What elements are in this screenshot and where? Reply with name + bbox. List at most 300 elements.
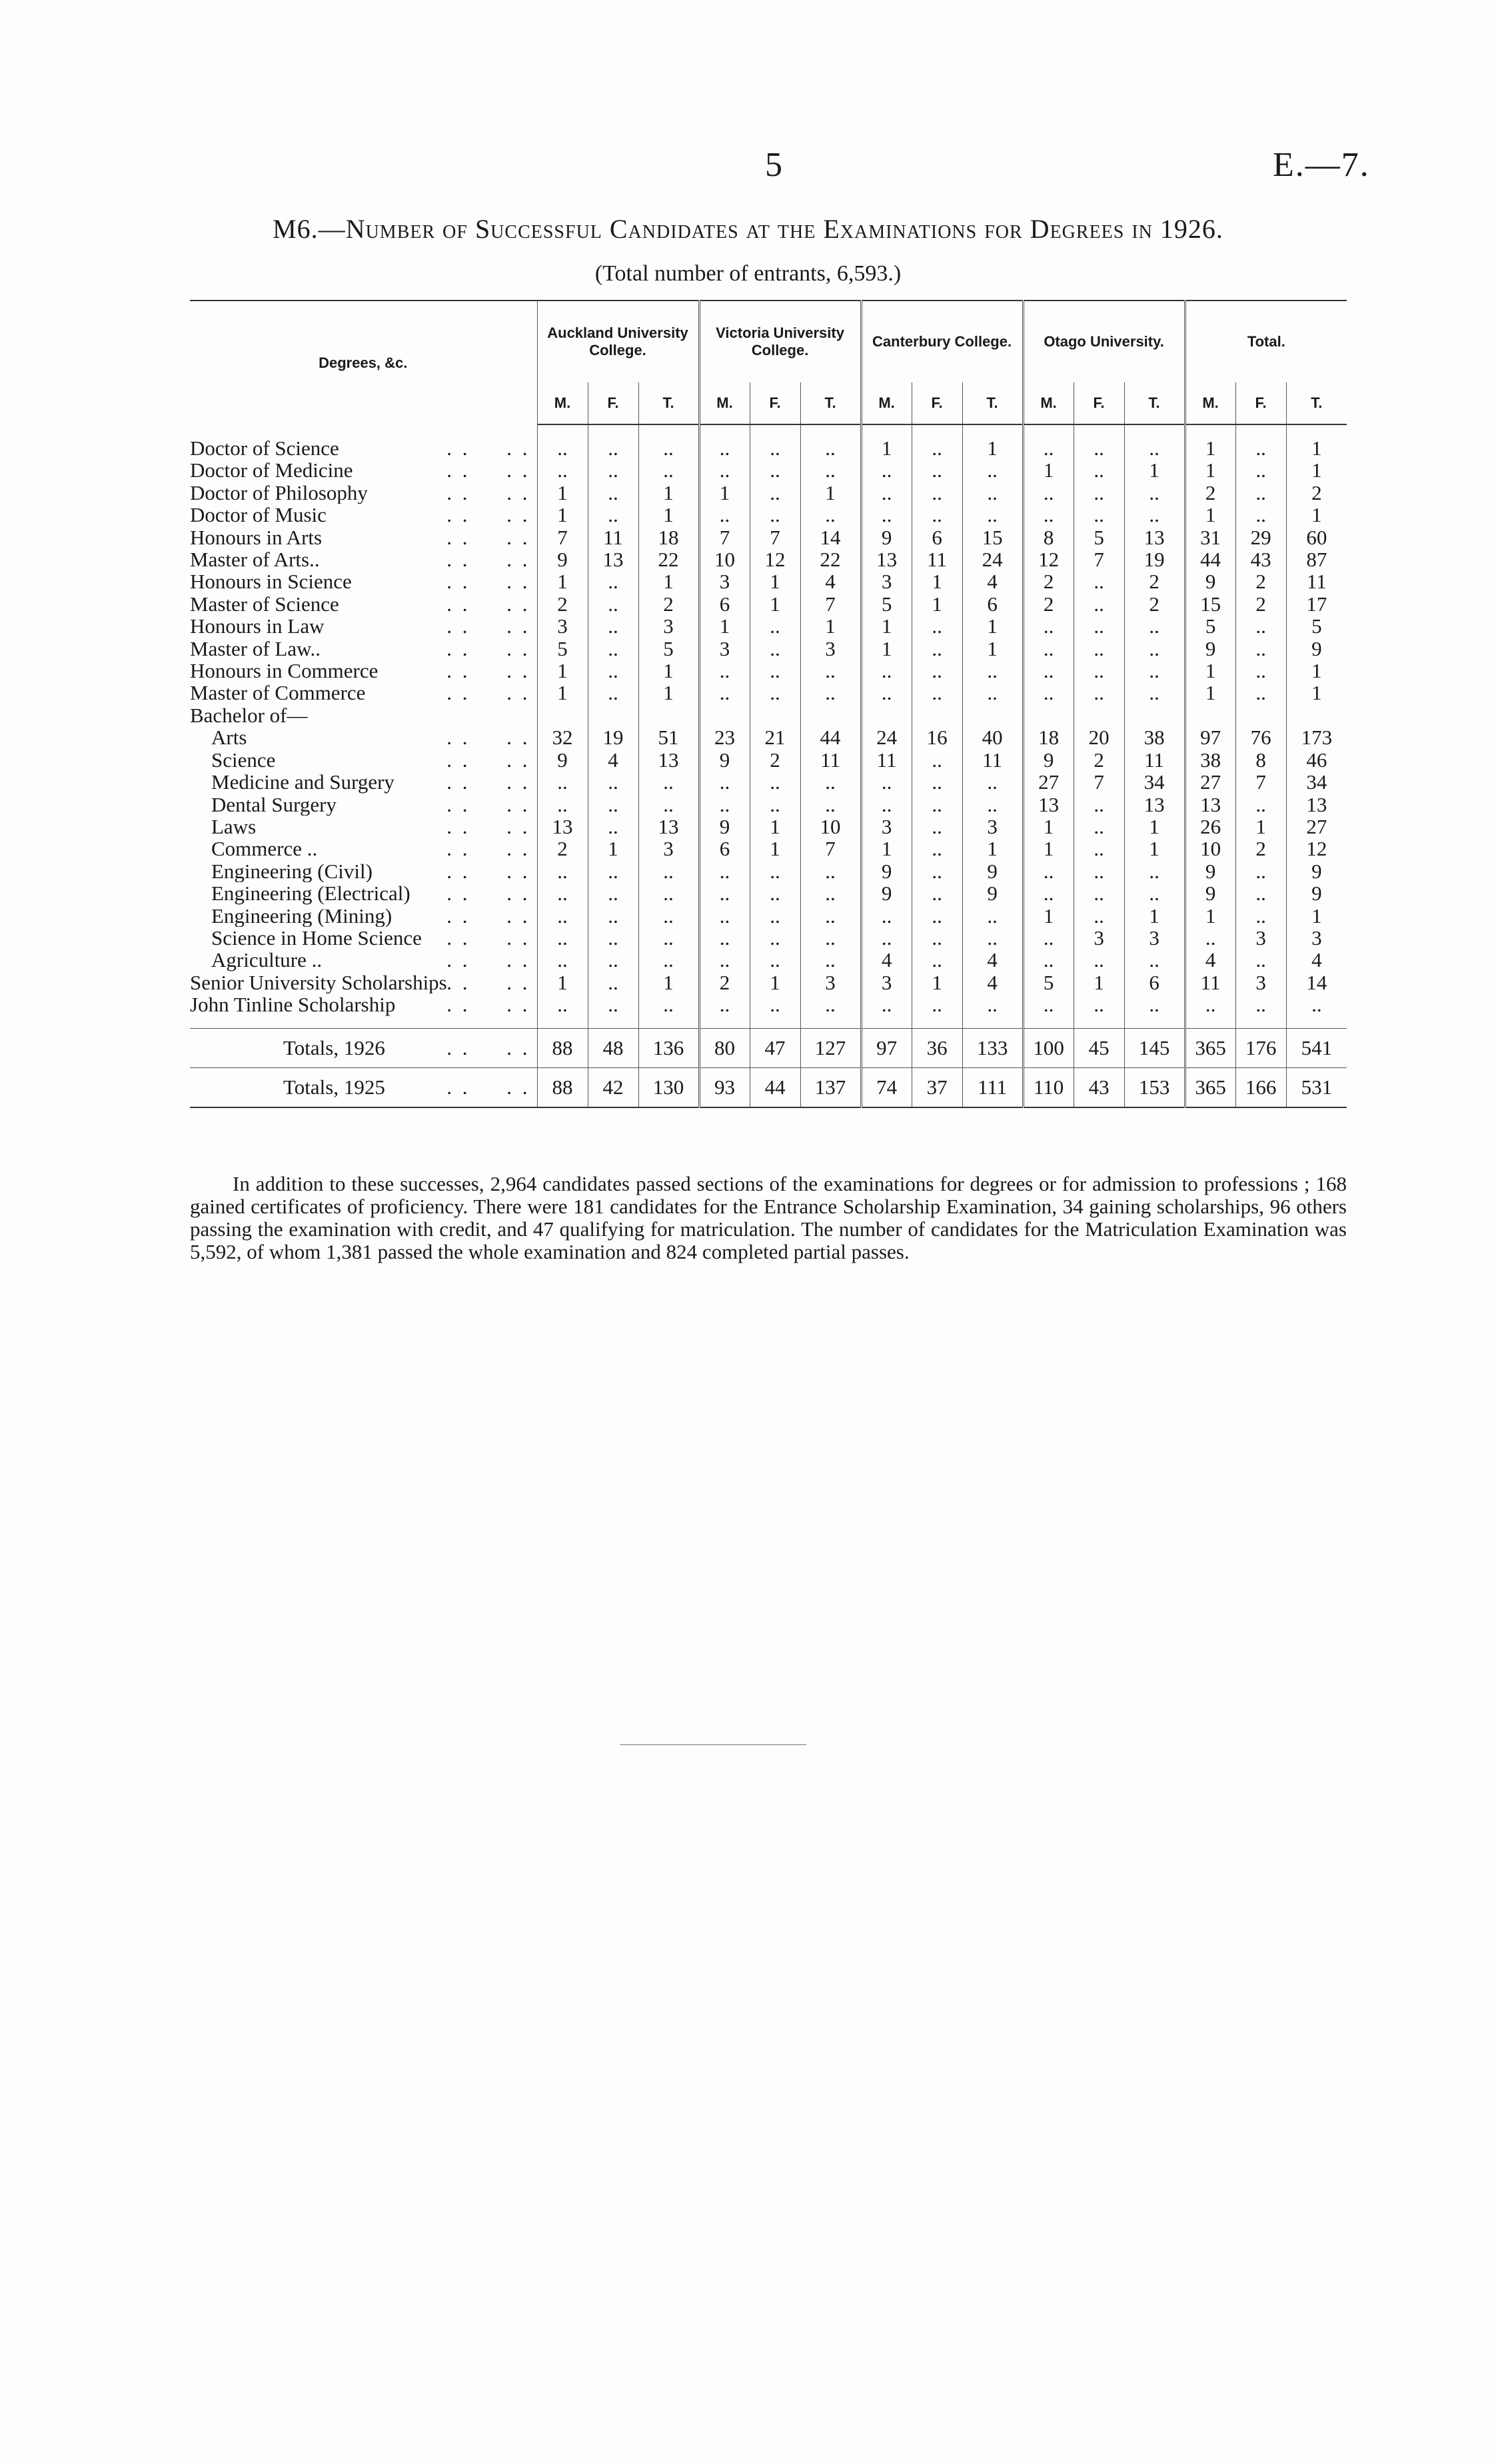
table-cell: .. xyxy=(750,615,800,637)
table-cell: 176 xyxy=(1235,1028,1286,1067)
table-cell: 2 xyxy=(1074,749,1124,771)
table-cell: 5 xyxy=(537,638,588,660)
table-cell: .. xyxy=(699,459,750,481)
table-cell: .. xyxy=(588,882,638,904)
table-cell: .. xyxy=(750,882,800,904)
row-label-text: Engineering (Civil) xyxy=(211,860,373,883)
table-cell: 44 xyxy=(1185,548,1235,570)
table-cell: 3 xyxy=(1235,971,1286,993)
table-cell: .. xyxy=(750,949,800,971)
subheader-t: T. xyxy=(638,382,699,424)
row-label: Engineering (Civil) . . . . xyxy=(211,860,530,883)
table-cell: 2 xyxy=(638,593,699,615)
table-cell: 6 xyxy=(699,593,750,615)
table-cell: .. xyxy=(588,993,638,1015)
table-cell xyxy=(1074,704,1124,726)
table-cell: .. xyxy=(588,660,638,682)
table-cell: 21 xyxy=(750,726,800,748)
row-label: Senior University Scholarships . . . . xyxy=(190,971,530,994)
row-label-text: Honours in Commerce xyxy=(190,660,378,682)
table-row xyxy=(190,548,1347,570)
row-label: Honours in Arts . . . . xyxy=(190,526,530,549)
table-cell: .. xyxy=(861,682,912,704)
table-cell: 1 xyxy=(537,504,588,526)
table-cell: 1 xyxy=(1023,838,1074,860)
table-cell: 9 xyxy=(861,882,912,904)
table-cell: 7 xyxy=(750,526,800,548)
table-cell: 15 xyxy=(1185,593,1235,615)
table-cell xyxy=(537,704,588,726)
table-cell: .. xyxy=(1074,682,1124,704)
table-cell: .. xyxy=(1074,905,1124,927)
table-cell: .. xyxy=(1074,816,1124,838)
table-cell: .. xyxy=(588,794,638,816)
table-row xyxy=(190,1028,1347,1067)
table-cell: .. xyxy=(638,459,699,481)
table-cell: .. xyxy=(800,771,861,793)
table-cell: 18 xyxy=(1023,726,1074,748)
table-cell: 9 xyxy=(699,816,750,838)
table-cell: .. xyxy=(750,459,800,481)
table-cell: 11 xyxy=(1286,570,1347,592)
table-cell: 45 xyxy=(1074,1028,1124,1067)
spacer-row xyxy=(190,424,1347,437)
table-cell: .. xyxy=(750,771,800,793)
table-cell: 3 xyxy=(537,615,588,637)
subheader-t: T. xyxy=(800,382,861,424)
row-label: Doctor of Philosophy . . . . xyxy=(190,481,530,504)
table-cell: 1 xyxy=(638,682,699,704)
row-label-text: Senior University Scholarships xyxy=(190,971,447,994)
row-label: Science in Home Science . . . . xyxy=(211,926,530,949)
table-cell: 1 xyxy=(537,971,588,993)
table-row xyxy=(190,504,1347,526)
table-cell: .. xyxy=(800,682,861,704)
table-cell: 3 xyxy=(1074,927,1124,949)
table-cell: .. xyxy=(537,993,588,1015)
row-label: Arts . . . . xyxy=(211,726,530,749)
table-cell: .. xyxy=(800,860,861,882)
degrees-header: Degrees, &c. xyxy=(190,301,537,424)
table-cell: 9 xyxy=(699,749,750,771)
table-cell: .. xyxy=(912,437,962,459)
table-cell: 4 xyxy=(861,949,912,971)
row-label: John Tinline Scholarship . . . . xyxy=(190,993,530,1016)
row-label: Agriculture .. . . . . xyxy=(211,949,530,971)
table-cell: .. xyxy=(1023,927,1074,949)
row-label: Dental Surgery . . . . xyxy=(211,793,530,816)
table-cell: 40 xyxy=(962,726,1023,748)
table-row xyxy=(190,437,1347,459)
table-cell: 133 xyxy=(962,1028,1023,1067)
table-cell: .. xyxy=(1124,860,1185,882)
table-cell: .. xyxy=(588,437,638,459)
table-cell: .. xyxy=(638,882,699,904)
table-cell: 48 xyxy=(588,1028,638,1067)
table-row xyxy=(190,794,1347,816)
table-cell: .. xyxy=(1235,437,1286,459)
table-cell: 18 xyxy=(638,526,699,548)
table-cell: 9 xyxy=(1286,860,1347,882)
table-cell: .. xyxy=(1074,638,1124,660)
table-cell: .. xyxy=(912,816,962,838)
table-cell: 4 xyxy=(1286,949,1347,971)
row-label: Commerce .. . . . . xyxy=(211,838,530,860)
table-row xyxy=(190,993,1347,1015)
table-cell: 36 xyxy=(912,1028,962,1067)
table-cell: 1 xyxy=(861,615,912,637)
table-cell: 24 xyxy=(962,548,1023,570)
row-label-text: Engineering (Electrical) xyxy=(211,882,410,905)
subheader-m: M. xyxy=(1023,382,1074,424)
table-cell: 9 xyxy=(962,882,1023,904)
row-label-text: Totals, 1926 xyxy=(283,1035,385,1059)
table-cell: 1 xyxy=(1286,459,1347,481)
table-cell: 1 xyxy=(638,504,699,526)
table-row xyxy=(190,927,1347,949)
table-cell: 4 xyxy=(962,971,1023,993)
table-cell: .. xyxy=(1074,504,1124,526)
table-cell: 1 xyxy=(861,838,912,860)
table-cell: 4 xyxy=(588,749,638,771)
table-cell: 13 xyxy=(1124,526,1185,548)
table-cell: 1 xyxy=(750,816,800,838)
table-cell: 100 xyxy=(1023,1028,1074,1067)
table-cell: .. xyxy=(537,905,588,927)
row-label: Master of Commerce . . . . xyxy=(190,682,530,704)
table-cell: .. xyxy=(962,660,1023,682)
table-cell: 7 xyxy=(800,593,861,615)
table-cell: .. xyxy=(588,593,638,615)
table-cell xyxy=(1286,704,1347,726)
table-cell: .. xyxy=(1023,993,1074,1015)
subheader-m: M. xyxy=(1185,382,1235,424)
table-row xyxy=(190,1067,1347,1107)
table-cell: 7 xyxy=(699,526,750,548)
table-cell xyxy=(588,704,638,726)
table-cell: 46 xyxy=(1286,749,1347,771)
table-cell: 2 xyxy=(1023,570,1074,592)
subheader-f: F. xyxy=(588,382,638,424)
table-cell: 3 xyxy=(800,971,861,993)
table-cell: .. xyxy=(638,993,699,1015)
table-row xyxy=(190,570,1347,592)
table-cell: .. xyxy=(1124,660,1185,682)
table-cell: .. xyxy=(1185,927,1235,949)
table-cell: 1 xyxy=(537,570,588,592)
table-cell: .. xyxy=(699,771,750,793)
table-cell: 6 xyxy=(699,838,750,860)
table-cell: 38 xyxy=(1185,749,1235,771)
table-row xyxy=(190,660,1347,682)
spacer-row xyxy=(190,1016,1347,1029)
table-cell: 1 xyxy=(537,660,588,682)
table-row xyxy=(190,949,1347,971)
table-cell: 16 xyxy=(912,726,962,748)
row-label: Totals, 1926 . . . . xyxy=(190,1028,537,1067)
table-cell: .. xyxy=(962,682,1023,704)
table-cell: 9 xyxy=(1185,882,1235,904)
table-cell: .. xyxy=(1023,437,1074,459)
table-cell: .. xyxy=(588,971,638,993)
table-cell: 7 xyxy=(1074,548,1124,570)
table-cell: .. xyxy=(1124,949,1185,971)
table-cell: .. xyxy=(1074,882,1124,904)
table-cell: .. xyxy=(912,682,962,704)
table-cell xyxy=(1235,704,1286,726)
table-cell: .. xyxy=(912,482,962,504)
table-cell: 44 xyxy=(800,726,861,748)
table-cell: .. xyxy=(750,482,800,504)
table-cell: 1 xyxy=(1286,437,1347,459)
table-cell: .. xyxy=(800,882,861,904)
table-cell: 13 xyxy=(861,548,912,570)
table-cell: .. xyxy=(1124,682,1185,704)
table-cell: 5 xyxy=(1023,971,1074,993)
table-cell: 14 xyxy=(800,526,861,548)
table-cell: 1 xyxy=(750,570,800,592)
table-cell: .. xyxy=(1074,593,1124,615)
table-cell: .. xyxy=(1124,615,1185,637)
table-cell: .. xyxy=(750,860,800,882)
table-cell: .. xyxy=(1023,660,1074,682)
row-label: Engineering (Electrical) . . . . xyxy=(211,882,530,905)
table-cell: 13 xyxy=(638,816,699,838)
row-label-text: Dental Surgery xyxy=(211,793,337,816)
table-cell: 137 xyxy=(800,1067,861,1107)
table-cell: .. xyxy=(537,927,588,949)
table-cell: .. xyxy=(588,504,638,526)
table-cell: .. xyxy=(750,905,800,927)
table-cell: 8 xyxy=(1235,749,1286,771)
table-cell: 13 xyxy=(638,749,699,771)
table-cell: 9 xyxy=(1185,570,1235,592)
table-cell: 7 xyxy=(800,838,861,860)
table-cell xyxy=(962,704,1023,726)
table-cell: .. xyxy=(537,860,588,882)
table-cell: 1 xyxy=(800,615,861,637)
table-cell: 43 xyxy=(1235,548,1286,570)
row-label-text: Commerce .. xyxy=(211,838,318,860)
table-cell: 1 xyxy=(912,971,962,993)
subheader-t: T. xyxy=(1286,382,1347,424)
subheader-t: T. xyxy=(1124,382,1185,424)
row-label-text: Doctor of Philosophy xyxy=(190,481,368,504)
table-cell: 2 xyxy=(537,593,588,615)
subheader-m: M. xyxy=(699,382,750,424)
table-cell: .. xyxy=(1074,615,1124,637)
table-cell: 1 xyxy=(861,638,912,660)
table-cell: 1 xyxy=(1124,838,1185,860)
table-cell: .. xyxy=(912,993,962,1015)
table-cell: .. xyxy=(588,570,638,592)
row-label: Medicine and Surgery . . . . xyxy=(211,771,530,794)
table-cell: 88 xyxy=(537,1067,588,1107)
table-cell: 1 xyxy=(861,437,912,459)
table-cell: .. xyxy=(861,504,912,526)
table-cell: 6 xyxy=(1124,971,1185,993)
table-cell xyxy=(638,704,699,726)
table-cell: .. xyxy=(861,927,912,949)
table-cell: 1 xyxy=(1124,905,1185,927)
table-cell: 4 xyxy=(1185,949,1235,971)
table-cell: 5 xyxy=(638,638,699,660)
table-cell: .. xyxy=(912,860,962,882)
table-cell: .. xyxy=(962,771,1023,793)
table-cell: .. xyxy=(1023,682,1074,704)
table-cell: 2 xyxy=(1235,838,1286,860)
table-row xyxy=(190,638,1347,660)
table-cell: 88 xyxy=(537,1028,588,1067)
row-label-text: Agriculture .. xyxy=(211,949,323,971)
table-cell: 24 xyxy=(861,726,912,748)
table-cell: 1 xyxy=(1235,816,1286,838)
table-cell: .. xyxy=(1235,949,1286,971)
row-label: Doctor of Medicine . . . . xyxy=(190,459,530,482)
table-cell: .. xyxy=(638,927,699,949)
table-cell: .. xyxy=(912,794,962,816)
table-cell: 2 xyxy=(1124,570,1185,592)
table-cell: 14 xyxy=(1286,971,1347,993)
table-cell: 5 xyxy=(1286,615,1347,637)
table-cell: .. xyxy=(699,437,750,459)
table-cell: 1 xyxy=(1185,682,1235,704)
table-cell: .. xyxy=(699,682,750,704)
subheader-f: F. xyxy=(750,382,800,424)
table-cell: 9 xyxy=(861,860,912,882)
table-cell: 3 xyxy=(861,971,912,993)
table-cell: 2 xyxy=(1235,570,1286,592)
table-cell: 32 xyxy=(537,726,588,748)
table-cell: 76 xyxy=(1235,726,1286,748)
table-cell: .. xyxy=(861,459,912,481)
table-cell: .. xyxy=(1023,615,1074,637)
subheader-f: F. xyxy=(1235,382,1286,424)
table-cell: 9 xyxy=(962,860,1023,882)
table-cell: .. xyxy=(750,927,800,949)
table-cell: .. xyxy=(912,905,962,927)
table-cell: 37 xyxy=(912,1067,962,1107)
table-cell: 4 xyxy=(962,570,1023,592)
table-cell: .. xyxy=(962,459,1023,481)
table-row xyxy=(190,615,1347,637)
table-cell: .. xyxy=(750,437,800,459)
row-label: Honours in Commerce . . . . xyxy=(190,660,530,682)
row-label: Master of Arts.. . . . . xyxy=(190,548,530,571)
table-cell: 6 xyxy=(912,526,962,548)
table-cell: 1 xyxy=(1023,459,1074,481)
group-header: Auckland University College. xyxy=(537,301,699,382)
row-label-text: Science in Home Science xyxy=(211,926,422,949)
table-cell: 23 xyxy=(699,726,750,748)
table-cell: 3 xyxy=(1235,927,1286,949)
table-cell: .. xyxy=(912,838,962,860)
page-number: 5 xyxy=(765,146,782,184)
table-cell: 3 xyxy=(638,615,699,637)
table-cell: 1 xyxy=(537,482,588,504)
row-label: Master of Science . . . . xyxy=(190,592,530,616)
table-cell: 2 xyxy=(1235,593,1286,615)
table-cell: 130 xyxy=(638,1067,699,1107)
table-cell: .. xyxy=(537,437,588,459)
subheader-f: F. xyxy=(1074,382,1124,424)
table-cell: 2 xyxy=(1023,593,1074,615)
table-cell: 2 xyxy=(750,749,800,771)
table-cell: .. xyxy=(912,749,962,771)
table-cell: 1 xyxy=(537,682,588,704)
table-cell: .. xyxy=(1074,570,1124,592)
table-cell: 10 xyxy=(1185,838,1235,860)
table-cell: .. xyxy=(962,905,1023,927)
table-cell: .. xyxy=(1074,794,1124,816)
table-cell: 12 xyxy=(1023,548,1074,570)
table-cell: 11 xyxy=(1185,971,1235,993)
row-label-text: Master of Science xyxy=(190,592,339,616)
table-row xyxy=(190,749,1347,771)
table-cell: .. xyxy=(588,615,638,637)
table-cell: .. xyxy=(912,504,962,526)
table-cell: .. xyxy=(1023,860,1074,882)
table-cell: .. xyxy=(861,482,912,504)
table-cell: 2 xyxy=(1286,482,1347,504)
group-header: Total. xyxy=(1185,301,1347,382)
table-row xyxy=(190,593,1347,615)
table-cell: .. xyxy=(912,660,962,682)
table-cell: 17 xyxy=(1286,593,1347,615)
table-cell: .. xyxy=(912,638,962,660)
table-cell: .. xyxy=(1023,504,1074,526)
table-cell: .. xyxy=(1124,504,1185,526)
notes-paragraph xyxy=(190,1173,1347,1263)
table-cell: .. xyxy=(1286,993,1347,1015)
table-row xyxy=(190,726,1347,748)
table-cell xyxy=(750,704,800,726)
table-cell: 43 xyxy=(1074,1067,1124,1107)
table-cell: 11 xyxy=(861,749,912,771)
table-cell: .. xyxy=(588,482,638,504)
table-cell: 13 xyxy=(537,816,588,838)
table-cell: 166 xyxy=(1235,1067,1286,1107)
table-cell: 13 xyxy=(588,548,638,570)
table-cell: 365 xyxy=(1185,1028,1235,1067)
table-row xyxy=(190,971,1347,993)
table-cell: .. xyxy=(699,794,750,816)
table-cell: .. xyxy=(537,459,588,481)
table-cell: 9 xyxy=(1286,882,1347,904)
table-cell: 27 xyxy=(1185,771,1235,793)
table-cell: .. xyxy=(537,794,588,816)
table-cell: .. xyxy=(588,816,638,838)
row-label: Honours in Science . . . . xyxy=(190,570,530,593)
table-cell: 173 xyxy=(1286,726,1347,748)
table-cell: .. xyxy=(699,927,750,949)
table-cell: 11 xyxy=(1124,749,1185,771)
row-label-text: Doctor of Science xyxy=(190,437,339,460)
table-cell: .. xyxy=(861,771,912,793)
table-cell: .. xyxy=(1074,660,1124,682)
row-label: Doctor of Music . . . . xyxy=(190,504,530,526)
table-cell: 87 xyxy=(1286,548,1347,570)
table-cell: 5 xyxy=(1074,526,1124,548)
table-cell: 3 xyxy=(800,638,861,660)
table-cell: 13 xyxy=(1023,794,1074,816)
table-cell: .. xyxy=(1124,638,1185,660)
table-cell: 47 xyxy=(750,1028,800,1067)
table-cell: .. xyxy=(962,927,1023,949)
table-cell: .. xyxy=(1235,860,1286,882)
table-cell: 365 xyxy=(1185,1067,1235,1107)
row-label-text: Honours in Law xyxy=(190,615,325,638)
